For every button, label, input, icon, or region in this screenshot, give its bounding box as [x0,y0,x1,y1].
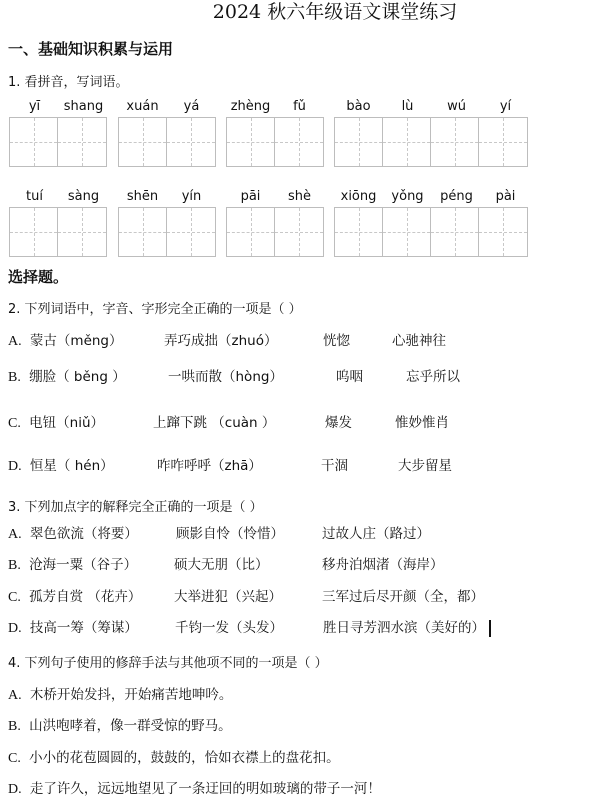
pinyin-label: shang [63,99,104,114]
option-item: 技高一筹（筹谋） [29,620,138,636]
option-item: 上蹿下跳 （cuàn ） [153,415,276,431]
pinyin-label: zhèng [230,99,271,114]
writing-cell[interactable] [335,208,383,256]
pinyin-label: pài [495,189,516,204]
option-item: 大步留星 [398,458,452,474]
option-item: 孤芳自赏 （花卉） [29,589,142,605]
option-label: C. [8,590,21,605]
writing-grid[interactable] [226,117,324,167]
pinyin-label: bào [346,99,371,114]
option-item: 呜咽 [336,369,363,385]
option-item: 胜日寻芳泗水滨（美好的） [323,620,485,636]
option-item: 恍惚 [323,333,350,349]
writing-cell[interactable] [119,208,167,256]
writing-grid[interactable] [9,117,107,167]
pinyin-label: xuán [126,99,159,114]
option-item: 惟妙惟肖 [395,415,449,431]
pinyin-label: yǒng [391,189,424,204]
writing-cell[interactable] [335,118,383,166]
option-item: 恒星（ hén） [29,458,114,474]
writing-grid[interactable] [226,207,324,257]
option-item: 一哄而散（hòng） [168,369,283,385]
q3-option-d[interactable] [8,616,138,637]
option-item: 大举进犯（兴起） [174,589,282,605]
writing-cell[interactable] [479,208,527,256]
option-item: 蒙古（měng） [29,333,123,349]
question-1-prompt: 1. 看拼音，写词语。 [8,75,129,90]
pinyin-label: shè [287,189,311,204]
writing-cell[interactable] [58,208,106,256]
page-title: 2024 秋六年级语文课堂练习 [212,1,458,23]
writing-cell[interactable] [383,208,431,256]
q2-option-b[interactable] [8,365,126,386]
option-item: 爆发 [325,415,352,431]
option-label: B. [8,558,21,573]
text-cursor [489,620,491,637]
writing-cell[interactable] [58,118,106,166]
q2-option-c[interactable] [8,411,104,432]
writing-cell[interactable] [10,118,58,166]
option-item: 沧海一粟（谷子） [29,557,138,573]
writing-cell[interactable] [383,118,431,166]
section-heading-basics: 一、基础知识积累与运用 [8,40,174,58]
option-item: 干涸 [321,458,348,474]
option-item: 电钮（niǔ） [29,415,105,431]
q3-option-a[interactable] [8,522,138,543]
writing-cell[interactable] [227,208,275,256]
writing-cell[interactable] [167,208,215,256]
pinyin-label: xiōng [340,189,377,204]
q2-option-d[interactable] [8,454,114,475]
writing-cell[interactable] [479,118,527,166]
question-3-prompt: 3. 下列加点字的解释完全正确的一项是（ ） [8,500,263,515]
question-4-prompt: 4. 下列句子使用的修辞手法与其他项不同的一项是（ ） [8,656,328,671]
option-label: A. [8,688,22,703]
writing-grid[interactable] [334,207,528,257]
q2-option-a[interactable] [8,329,123,350]
writing-grid[interactable] [9,207,107,257]
option-item: 弄巧成拙（zhuó） [164,333,278,349]
pinyin-label: lù [401,99,414,114]
option-text: 小小的花苞圆圆的，鼓鼓的，恰如衣襟上的盘花扣。 [29,750,340,766]
q4-option-a[interactable] [8,683,232,704]
q4-option-b[interactable] [8,714,232,735]
option-item: 忘乎所以 [406,369,460,385]
option-label: D. [8,621,22,636]
option-text: 山洪咆哮着，像一群受惊的野马。 [29,718,232,734]
q4-option-c[interactable] [8,746,340,767]
writing-cell[interactable] [10,208,58,256]
option-item: 三军过后尽开颜（全，都） [322,589,484,605]
option-item: 咋咋呼呼（zhā） [157,458,262,474]
option-item: 硕大无朋（比） [174,557,269,573]
option-item: 心驰神往 [392,333,446,349]
option-text: 走了许久，远远地望见了一条迂回的明如玻璃的带子一河！ [29,781,381,797]
question-2-prompt: 2. 下列词语中，字音、字形完全正确的一项是（ ） [8,302,302,317]
option-item: 过故人庄（路过） [322,526,430,542]
section-heading-choice: 选择题。 [8,268,69,286]
q4-option-d[interactable] [8,777,381,798]
pinyin-label: yá [183,99,200,114]
option-label: D. [8,782,22,797]
option-text: 木桥开始发抖，开始痛苦地呻吟。 [29,687,233,703]
option-label: B. [8,719,21,734]
pinyin-label: sàng [67,189,100,204]
option-label: A. [8,334,22,349]
pinyin-label: shēn [126,189,159,204]
pinyin-label: tuí [26,189,43,204]
option-label: A. [8,527,22,542]
writing-grid[interactable] [118,117,216,167]
writing-cell[interactable] [275,208,323,256]
writing-grid[interactable] [334,117,528,167]
option-label: C. [8,416,21,431]
pinyin-label: yín [181,189,202,204]
writing-cell[interactable] [431,208,479,256]
option-item: 千钧一发（头发） [175,620,283,636]
writing-cell[interactable] [167,118,215,166]
pinyin-label: yī [28,99,41,114]
pinyin-label: pāi [240,189,261,204]
writing-cell[interactable] [431,118,479,166]
pinyin-label: péng [440,189,473,204]
option-label: B. [8,370,21,385]
option-item: 移舟泊烟渚（海岸） [322,557,444,573]
writing-cell[interactable] [227,118,275,166]
option-item: 顾影自怜（怜惜） [176,526,284,542]
q3-option-c[interactable] [8,585,141,606]
writing-grid[interactable] [118,207,216,257]
q3-option-b[interactable] [8,553,137,574]
q3-d-item-3 [323,616,491,637]
option-label: D. [8,459,22,474]
pinyin-label: wú [447,99,466,114]
option-item: 翠色欲流（将要） [29,526,138,542]
option-label: C. [8,751,21,766]
writing-cell[interactable] [275,118,323,166]
writing-cell[interactable] [119,118,167,166]
option-item: 绷脸（ běng ） [29,369,126,385]
pinyin-label: yí [499,99,512,114]
pinyin-label: fǔ [293,99,306,114]
